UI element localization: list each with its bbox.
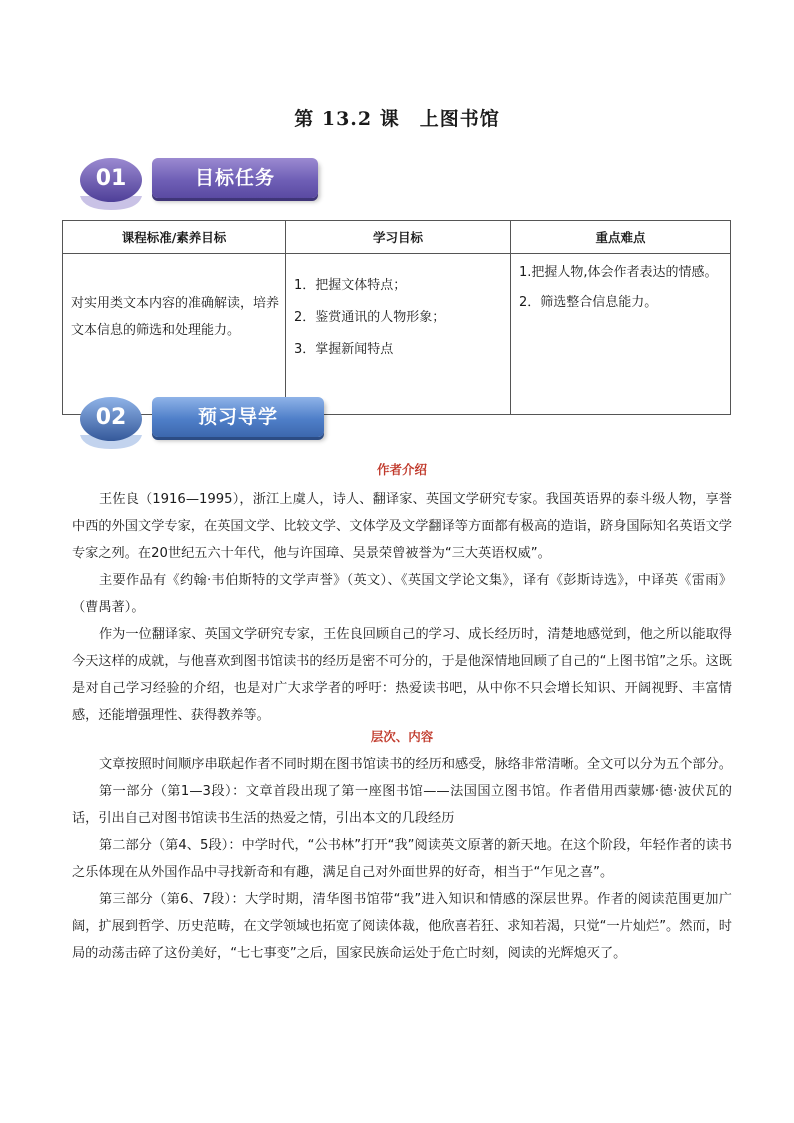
page-title: 第 13.2 课 上图书馆: [294, 108, 500, 130]
table-header: 学习目标: [286, 221, 511, 254]
paragraph: 第二部分（第4、5段）：中学时代，“公书林”打开“我”阅读英文原著的新天地。在这个阶段，年轻作者的读书之乐体现在从外国作品中寻找新奇和有趣，满足自己对外面世界的好奇，相当于“乍见之喜”。: [72, 838, 732, 880]
section-number: 01: [95, 166, 127, 191]
list-item: 1.把握人物,体会作者表达的情感。: [519, 265, 718, 280]
section-label: 目标任务: [152, 158, 318, 198]
paragraph: 文章按照时间顺序串联起作者不同时期在图书馆读书的经历和感受，脉络非常清晰。全文可以分为五个部分。: [99, 757, 732, 772]
list-item: 2．鉴赏通讯的人物形象；: [294, 310, 446, 325]
standard-cell: 对实用类文本内容的准确解读，培养文本信息的筛选和处理能力。: [63, 254, 286, 415]
section-banner-goals: [76, 156, 336, 214]
table-header-row: [63, 221, 731, 254]
preview-content: [72, 462, 732, 967]
author-heading: 作者介绍: [376, 462, 427, 477]
key-points-cell: [511, 254, 731, 415]
paragraph: 主要作品有《约翰·韦伯斯特的文学声誉》（英文）、《英国文学论文集》，译有《彭斯诗选》，中译英《雷雨》（曹禺著）。: [72, 573, 732, 615]
table-header: 课程标准/素养目标: [63, 221, 286, 254]
list-item: 1．把握文体特点；: [294, 278, 407, 293]
structure-heading: 层次、内容: [370, 729, 434, 744]
section-banner-preview: [76, 395, 336, 453]
section-label: 预习导学: [152, 397, 324, 437]
section-number: 02: [95, 405, 127, 430]
list-item: 3．掌握新闻特点: [294, 342, 394, 357]
paragraph: 王佐良（1916—1995），浙江上虞人，诗人、翻译家、英国文学研究专家。我国英语界的泰斗级人物，享誉中西的外国文学专家，在英国文学、比较文学、文体学及文学翻译等方面都有极高的造诣，跻身国际知名英语文学专家之列。在20世纪五六十年代，他与许国璋、吴景荣曾被誉为“三大英语权威”。: [72, 492, 732, 561]
paragraph: 第三部分（第6、7段）：大学时期，清华图书馆带“我”进入知识和情感的深层世界。作者的阅读范围更加广阔，扩展到哲学、历史范畴，在文学领域也拓宽了阅读体裁，他欣喜若狂、求知若渴，只觉“一片灿烂”。然而，时局的动荡击碎了这份美好，“七七事变”之后，国家民族命运处于危亡时刻，阅读的光辉熄灭了。: [72, 892, 732, 961]
table-row: [63, 254, 731, 415]
table-header: 重点难点: [511, 221, 731, 254]
goals-cell: [286, 254, 511, 415]
paragraph: 第一部分（第1—3段）：文章首段出现了第一座图书馆——法国国立图书馆。作者借用西蒙娜·德·波伏瓦的话，引出自己对图书馆读书生活的热爱之情，引出本文的几段经历: [72, 784, 732, 826]
list-item: 2．筛选整合信息能力。: [519, 295, 658, 310]
goals-table: [62, 220, 731, 415]
paragraph: 作为一位翻译家、英国文学研究专家，王佐良回顾自己的学习、成长经历时，清楚地感觉到，他之所以能取得今天这样的成就，与他喜欢到图书馆读书的经历是密不可分的，于是他深情地回顾了自己的“上图书馆”之乐。这既是对自己学习经验的介绍，也是对广大求学者的呼吁：热爱读书吧，从中你不只会增长知识、开阔视野、丰富情感，还能增强理性、获得教养等。: [72, 627, 732, 723]
